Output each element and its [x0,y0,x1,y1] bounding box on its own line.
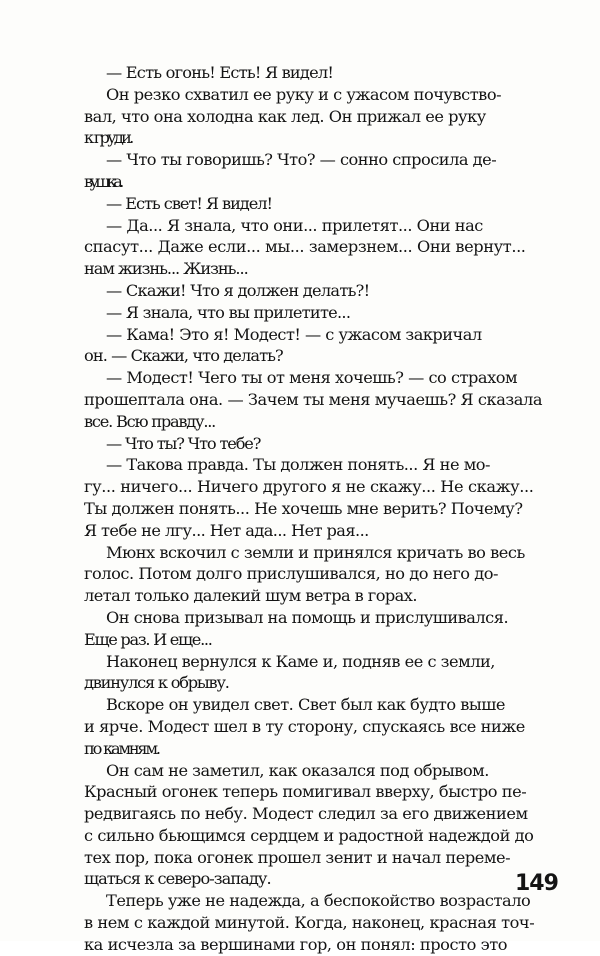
text-line: щаться к северо-западу. [84,869,271,889]
text-line: Еще раз. И еще... [84,629,212,649]
paragraph [84,324,546,368]
text-line: спасут... Даже если... мы... замерзнем... Они вернут... [84,237,526,257]
text-line: нам жизнь... Жизнь... [84,259,248,279]
text-line: — Модест! Чего ты от меня хочешь? — со страхом [106,368,518,388]
text-line: — Скажи! Что я должен делать?! [106,280,370,300]
text-line: летал только далекий шум ветра в горах. [84,586,417,606]
text-line: Наконец вернулся к Каме и, подняв ее с земли, [106,651,495,671]
text-line: к груди. [84,128,132,148]
text-line: Красный огонек теперь помигивал вверху, быстро пе- [84,782,527,802]
text-line: Вскоре он увидел свет. Свет был как будто выше [106,695,505,715]
text-line: голос. Потом долго прислушивался, но до него до- [84,564,499,584]
paragraph [84,302,546,324]
paragraph [84,694,546,759]
text-line: Я тебе не лгу... Нет ада... Нет рая... [84,520,369,540]
text-line: — Кама! Это я! Модест! — с ужасом закричал [106,324,482,344]
text-line: в нем с каждой минутой. Когда, наконец, красная точ- [84,913,535,933]
text-line: редвигаясь по небу. Модест следил за его движением [84,804,528,824]
paragraph [84,433,546,455]
body-text [84,62,546,956]
text-line: Мюнх вскочил с земли и принялся кричать во весь [106,542,525,562]
text-line: все. Всю правду... [84,411,216,431]
paragraph [84,215,546,280]
text-line: — Есть огонь! Есть! Я видел! [106,63,334,82]
text-line: он. — Скажи, что делать? [84,346,283,366]
paragraph [84,651,546,695]
page-number: 149 [515,871,558,896]
text-line: и ярче. Модест шел в ту сторону, спускаясь все ниже [84,716,525,736]
text-line: вушка. [84,171,121,191]
text-line: Ты должен понять... Не хочешь мне верить? Почему? [84,498,523,518]
text-line: прошептала она. — Зачем ты меня мучаешь? Я сказала [84,389,543,409]
text-line: Он сам не заметил, как оказался под обрывом. [106,760,489,780]
paragraph [84,760,546,891]
text-line: ка исчезла за вершинами гор, он понял: просто это [84,934,507,954]
text-line: Он резко схватил ее руку и с ужасом почувство- [106,84,502,104]
text-line: — Такова правда. Ты должен понять... Я не мо- [106,455,491,475]
paragraph [84,193,546,215]
text-line: — Я знала, что вы прилетите... [106,302,351,322]
paragraph [84,890,546,955]
text-line: вал, что она холодна как лед. Он прижал ее руку [84,106,486,126]
paragraph [84,62,546,84]
paragraph [84,542,546,607]
text-line: — Да... Я знала, что они... прилетят... Они нас [106,215,483,235]
text-line: Он снова призывал на помощь и прислушивался. [106,607,509,627]
text-line: — Что ты? Что тебе? [106,433,261,453]
text-line: — Есть свет! Я видел! [106,193,272,213]
text-line: тех пор, пока огонек прошел зенит и начал переме- [84,847,511,867]
paragraph [84,454,546,541]
paragraph [84,280,546,302]
text-line: двинулся к обрыву. [84,673,229,693]
text-line: Теперь уже не надежда, а беспокойство возрастало [106,891,531,911]
paragraph [84,84,546,149]
text-line: с сильно бьющимся сердцем и радостной надеждой до [84,825,534,845]
paragraph [84,607,546,651]
text-line: гу... ничего... Ничего другого я не скажу... Не скажу... [84,477,534,497]
paragraph [84,367,546,432]
text-line: по камням. [84,738,159,758]
paragraph [84,149,546,193]
text-line: — Что ты говоришь? Что? — сонно спросила де- [106,150,497,170]
